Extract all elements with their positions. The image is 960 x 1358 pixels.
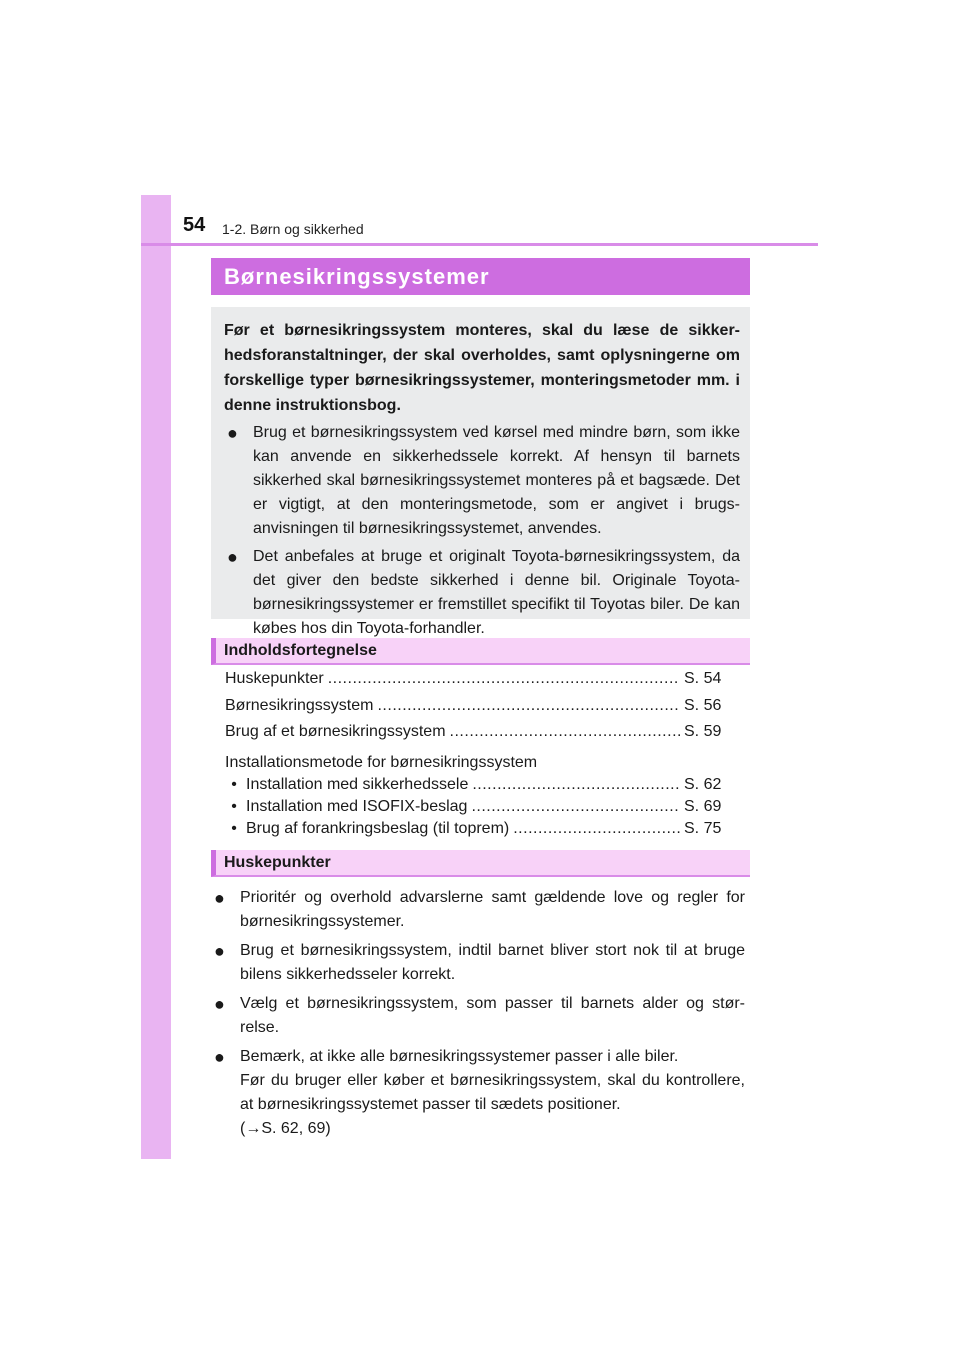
bullet-icon: ● <box>214 888 225 908</box>
toc-entry-page: S. 69 <box>684 797 722 815</box>
bullet-icon: ● <box>214 941 225 961</box>
table-of-contents <box>225 670 722 842</box>
toc-entry[interactable] <box>225 723 722 750</box>
note-text-block <box>240 1045 745 1141</box>
toc-leader-dots <box>471 798 680 816</box>
note-text: Prioritér og overhold advarslerne samt gældende love og regler for børnesikringssystemer. <box>240 889 745 930</box>
page-number: 54 <box>183 214 206 236</box>
toc-group-label: Installationsmetode for børnesikringssystem <box>225 753 538 771</box>
note-bullet <box>214 1045 745 1141</box>
bullet-icon: ● <box>227 423 238 443</box>
toc-heading: Indholdsfortegnelse <box>211 638 750 665</box>
toc-entry[interactable] <box>225 670 722 697</box>
note-extra-text: Før du bruger eller køber et børnesikringssystem, skal du kontrollere, at børnesikringssystemet passer til sædets positioner. <box>240 1072 745 1113</box>
toc-leader-dots <box>377 697 680 715</box>
bullet-icon: ● <box>214 994 225 1014</box>
toc-sub-entry[interactable] <box>225 776 722 798</box>
note-bullet <box>214 939 745 987</box>
intro-box <box>211 307 750 637</box>
sub-bullet-icon: • <box>231 775 237 793</box>
intro-bullet-text: Brug et børnesikringssystem ved kørsel med mindre børn, som ikke kan anvende en sikkerhedssele korrekt. Af hensyn til barnets sikkerhed skal børnesikringssystemet monteres på et bagsæde. Det er vigtigt, at den monteringsmetode, som er angivet i brugs-anvisningen til børnesikringssystemet, anvendes. <box>253 424 740 537</box>
bullet-icon: ● <box>214 1047 225 1067</box>
toc-entry-page: S. 75 <box>684 819 722 837</box>
note-text: Brug et børnesikringssystem, indtil barnet bliver stort nok til at bruge bilens sikkerhedsseler korrekt. <box>240 942 745 983</box>
toc-leader-dots <box>450 723 680 741</box>
toc-sub-entry[interactable] <box>225 820 722 842</box>
toc-entry-page: S. 54 <box>684 670 722 687</box>
toc-leader-dots <box>513 820 680 838</box>
page-reference-link[interactable]: (→S. 62, 69) <box>240 1120 331 1137</box>
toc-leader-dots <box>328 670 680 688</box>
bullet-icon: ● <box>227 547 238 567</box>
intro-bullet <box>227 545 740 641</box>
toc-entry-label: Børnesikringssystem <box>225 696 374 714</box>
breadcrumb: 1-2. Børn og sikkerhed <box>222 221 364 237</box>
intro-bullet <box>227 421 740 541</box>
toc-entry-page: S. 56 <box>684 696 722 714</box>
toc-entry-label: Installation med ISOFIX-beslag <box>246 797 468 815</box>
toc-entry-page: S. 59 <box>684 723 722 740</box>
toc-entry[interactable] <box>225 697 722 724</box>
intro-text: Før et børnesikringssystem monteres, skal du læse de sikker-hedsforanstaltninger, der skal overholdes, samt oplysningerne om forskellige typer børnesikringssystemer, monteringsmetoder mm. i denne instruktionsbog. <box>224 322 740 414</box>
toc-leader-dots <box>472 776 680 794</box>
toc-entry-page: S. 62 <box>684 775 722 793</box>
toc-entry-label: Brug af forankringsbeslag (til toprem) <box>246 819 510 837</box>
note-text: Bemærk, at ikke alle børnesikringssystemer passer i alle biler. <box>240 1048 679 1065</box>
notes-heading: Huskepunkter <box>211 850 750 877</box>
sub-bullet-icon: • <box>231 797 237 815</box>
header-divider <box>141 243 818 246</box>
note-bullet <box>214 886 745 934</box>
toc-entry-label: Brug af et børnesikringssystem <box>225 723 446 740</box>
sub-bullet-icon: • <box>231 819 237 837</box>
notes-list <box>214 881 745 1141</box>
page-title: Børnesikringssystemer <box>211 258 750 295</box>
note-text: Vælg et børnesikringssystem, som passer til barnets alder og stør-relse. <box>240 995 745 1036</box>
toc-entry-label: Huskepunkter <box>225 670 324 687</box>
chapter-sidebar-tab <box>141 195 171 1159</box>
note-bullet <box>214 992 745 1040</box>
toc-sub-entry[interactable] <box>225 798 722 820</box>
toc-entry-label: Installation med sikkerhedssele <box>246 775 469 793</box>
intro-bullet-text: Det anbefales at bruge et originalt Toyota-børnesikringssystem, da det giver den bedste sikkerhed i denne bil. Originale Toyota-børnesikringssystemer er fremstillet specifikt til Toyotas biler. De kan købes hos din Toyota-forhandler. <box>253 548 740 637</box>
